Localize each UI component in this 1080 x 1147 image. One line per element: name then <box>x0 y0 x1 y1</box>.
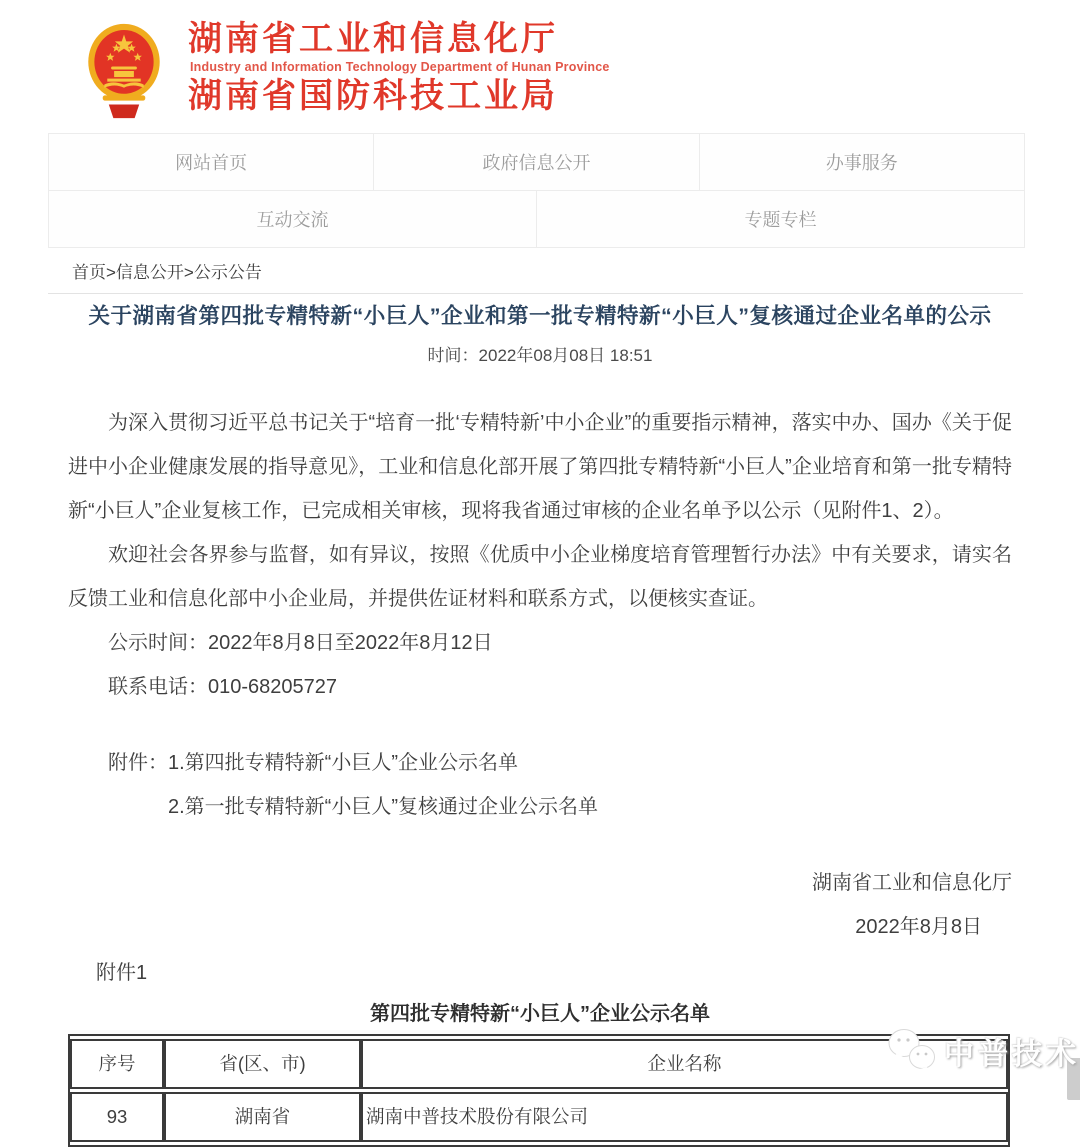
nav-row-1 <box>49 134 1024 190</box>
header-org-titles <box>188 14 610 115</box>
page-title: 关于湖南省第四批专精特新“小巨人”企业和第一批专精特新“小巨人”复核通过企业名单的公示 <box>88 304 992 328</box>
org-name-cn-1: 湖南省工业和信息化厅 <box>188 20 558 58</box>
nav-item-special-columns[interactable]: 专题专栏 <box>536 191 1024 247</box>
contact-phone-line: 联系电话：010-68205727 <box>108 676 338 698</box>
attachment-item-1 <box>68 741 1012 785</box>
nav-item-services[interactable]: 办事服务 <box>699 134 1024 190</box>
paragraph-1: 为深入贯彻习近平总书记关于“培育一批‘专精特新’中小企业”的重要指示精神，落实中办、国办《关于促进中小企业健康发展的指导意见》，工业和信息化部开展了第四批专精特新“小巨人”企业培育和第一批专精特新“小巨人”企业复核工作，已完成相关审核，现将我省通过审核的企业名单予以公示（见附件1、2）。 <box>68 412 1012 522</box>
main-nav <box>48 133 1025 248</box>
table-header-row <box>70 1039 1008 1089</box>
publicity-period-line: 公示时间：2022年8月8日至2022年8月12日 <box>108 632 493 654</box>
header-company-name: 企业名称 <box>361 1039 1008 1089</box>
nav-item-interaction[interactable]: 互动交流 <box>49 191 536 247</box>
header-province: 省(区、市) <box>164 1039 361 1089</box>
watermark-text: 中普技术 <box>944 1038 1080 1071</box>
wechat-bubbles-icon <box>884 1026 940 1076</box>
attachment-1-text: 1.第四批专精特新“小巨人”企业公示名单 <box>168 752 518 774</box>
nav-item-home[interactable]: 网站首页 <box>49 134 373 190</box>
watermark <box>884 1026 1080 1076</box>
nav-item-gov-info[interactable]: 政府信息公开 <box>373 134 698 190</box>
header-serial-no: 序号 <box>70 1039 164 1089</box>
attachment-list <box>68 741 1012 829</box>
org-name-cn-2: 湖南省国防科技工业局 <box>188 77 558 115</box>
site-header <box>86 14 610 120</box>
annex-table <box>68 1034 1010 1147</box>
signature-org: 湖南省工业和信息化厅 <box>812 872 1012 894</box>
national-emblem-icon <box>86 22 162 120</box>
paragraph-2: 欢迎社会各界参与监督，如有异议，按照《优质中小企业梯度培育管理暂行办法》中有关要求，请实名反馈工业和信息化部中小企业局，并提供佐证材料和联系方式，以便核实查证。 <box>68 544 1012 610</box>
annex-label: 附件1 <box>96 962 148 984</box>
article-body <box>68 401 1012 1147</box>
attachment-item-2: 2.第一批专精特新“小巨人”复核通过企业公示名单 <box>168 796 598 818</box>
cell-company-name: 湖南中普技术股份有限公司 <box>361 1092 1008 1142</box>
nav-row-2 <box>49 190 1024 247</box>
breadcrumb-divider <box>48 293 1023 294</box>
cell-province: 湖南省 <box>164 1092 361 1142</box>
attachment-label: 附件： <box>108 752 168 774</box>
signature-date: 2022年8月8日 <box>855 916 982 938</box>
annex-table-title: 第四批专精特新“小巨人”企业公示名单 <box>370 1003 710 1025</box>
cell-serial-no: 93 <box>70 1092 164 1142</box>
breadcrumb[interactable]: 首页>信息公开>公示公告 <box>72 263 262 282</box>
signature-block <box>68 861 1012 949</box>
org-name-en: Industry and Information Technology Department of Hunan Province <box>190 60 610 74</box>
publish-time: 时间：2022年08月08日 18:51 <box>427 346 653 365</box>
